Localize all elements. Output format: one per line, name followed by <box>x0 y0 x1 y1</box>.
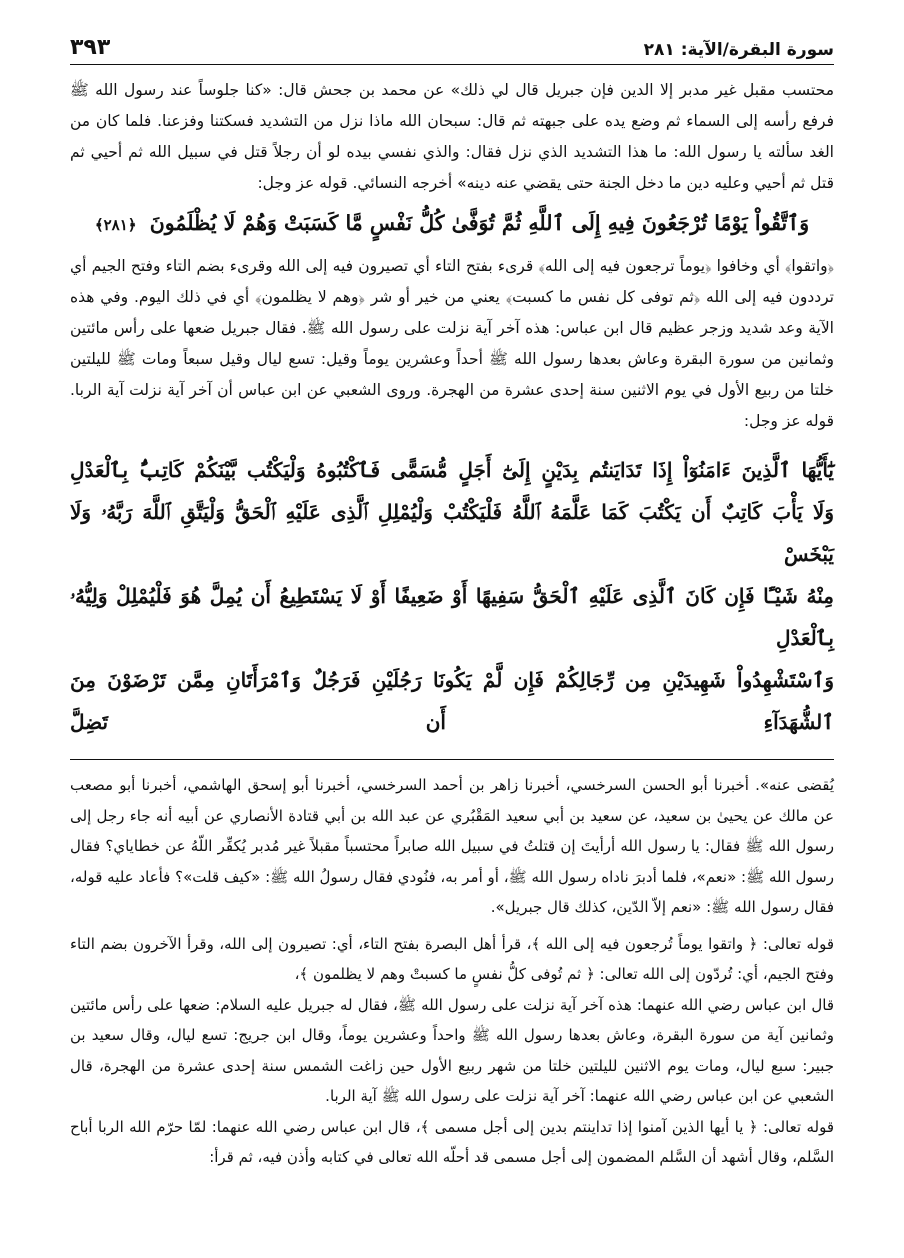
verse-281-text: وَٱتَّقُواْ يَوْمًا تُرْجَعُونَ فِيهِ إِلَى ٱللَّهِ ثُمَّ تُوَفَّىٰ كُلُّ نَفْسٍ مَّا كَسَبَتْ وَهُمْ لَا يُظْلَمُونَ <box>149 211 810 235</box>
verse-282-line-1: يَٰٓأَيُّهَا ٱلَّذِينَ ءَامَنُوٓاْ إِذَا تَدَايَنتُم بِدَيْنٍ إِلَىٰٓ أَجَلٍ مُّسَمًّى فَٱكْتُبُوهُ وَلْيَكْتُب بَّيْنَكُمْ كَاتِبٌۢ بِٱلْعَدْلِ <box>70 458 834 482</box>
footnote-paragraph-1: يُقضى عنه». أخبرنا أبو الحسن السرخسي، أخبرنا زاهر بن أحمد السرخسي، أخبرنا أبو إسحق الهاشمي، أخبرنا أبو مصعب عن مالك عن يحيىٰ بن سعيد، عن سعيد بن أبي سعيد المَقْبُري عن عبد الله بن أبي قتادة الأنصاري عن أبيه أنه جاء رجل إلى رسول الله ﷺ فقال: يا رسول الله أرأيتَ إن قتلتُ في سبيل الله صابراً محتسباً مقبلاً غير مُدبر يُكفِّر اللّهُ عن خطاياي؟ فقال رسول الله ﷺ: «نعم»، فلما أدبرَ ناداه رسول الله ﷺ، أو أمر به، فنُودي فقال رسولُ الله ﷺ: «كيف قلت»؟ فأعاد عليه قوله، فقال رسول الله ﷺ: «نعم إلاّ الدّين، كذلك قال جبريل». <box>70 776 834 916</box>
footnote-paragraph-3: قال ابن عباس رضي الله عنهما: هذه آخر آية نزلت على رسول الله ﷺ، فقال له جبريل عليه السلام: ضعها على رأس مائتين وثمانين آية من سورة البقرة، وعاش بعدها رسول الله ﷺ واحداً وعشرين يوماً، وقال ابن جريج: تسع ليال، وقال سعيد بن جبير: سبع ليال، ومات يوم الاثنين لليلتين خلتا من شهر ربيع الأول حين زاغت الشمس سنة إحدى عشرة من الهجرة، قال الشعبي عن ابن عباس رضي الله عنهما: آخر آية نزلت على رسول الله ﷺ آية الربا. <box>70 995 834 1105</box>
footnote-paragraph-2: قوله تعالى: ﴿ واتقوا يوماً تُرجعون فيه إلى الله ﴾، قرأ أهل البصرة بفتح التاء، أي: تصيرون إلى الله، وقرأ الآخرون بضم التاء وفتح الجيم، أي: تُردّون إلى الله تعالى: ﴿ ثم تُوفى كلُّ نفسٍ ما كسبتْ وهم لا يظلمون ﴾، <box>70 934 834 983</box>
footnotes <box>70 770 834 1173</box>
page-number: ٣٩٣ <box>70 35 111 60</box>
page-header <box>70 30 834 65</box>
running-head: سورة البقرة/الآية: ٢٨١ <box>643 40 834 60</box>
verse-281 <box>70 207 834 241</box>
verse-number-marker: ﴿٢٨١﴾ <box>94 216 137 234</box>
verse-282-line-3: مِنْهُ شَيْـًٔا فَإِن كَانَ ٱلَّذِى عَلَيْهِ ٱلْحَقُّ سَفِيهًا أَوْ ضَعِيفًا أَوْ لَا يَسْتَطِيعُ أَن يُمِلَّ هُوَ فَلْيُمْلِلْ وَلِيُّهُۥ بِٱلْعَدْلِ <box>70 584 834 650</box>
verse-282-line-4: وَٱسْتَشْهِدُواْ شَهِيدَيْنِ مِن رِّجَالِكُمْ فَإِن لَّمْ يَكُونَا رَجُلَيْنِ فَرَجُلٌ وَٱمْرَأَتَانِ مِمَّن تَرْضَوْنَ مِنَ ٱلشُّهَدَآءِ أَن تَضِلَّ <box>70 668 834 734</box>
main-paragraph-2: ﴿واتقوا﴾ أي وخافوا ﴿يوماً ترجعون فيه إلى الله﴾ قرىء بفتح التاء أي تصيرون فيه إلى الله وقرىء بضم التاء وفتح الجيم أي ترددون فيه إلى الله ﴿ثم توفى كل نفس ما كسبت﴾ يعني من خير أو شر ﴿وهم لا يظلمون﴾ أي في ذلك اليوم. وفي هذه الآية وعد شديد وزجر عظيم قال ابن عباس: هذه آخر آية نزلت على رسول الله ﷺ. فقال جبريل ضعها على رأس مائتين وثمانين من سورة البقرة وعاش بعدها رسول الله ﷺ أحداً وعشرين يوماً وقيل: تسع ليال وقيل سبعاً ومات ﷺ لليلتين خلتا من ربيع الأول في يوم الاثنين سنة إحدى عشرة من الهجرة. وروى الشعبي عن ابن عباس أن آخر آية نزلت آية الربا. قوله عز وجل: <box>70 257 834 430</box>
verse-282-line-2: وَلَا يَأْبَ كَاتِبٌ أَن يَكْتُبَ كَمَا عَلَّمَهُ ٱللَّهُ فَلْيَكْتُبْ وَلْيُمْلِلِ ٱلَّذِى عَلَيْهِ ٱلْحَقُّ وَلْيَتَّقِ ٱللَّهَ رَبَّهُۥ وَلَا يَبْخَسْ <box>70 500 834 566</box>
main-paragraph-1: محتسب مقبل غير مدبر إلا الدين فإن جبريل قال لي ذلك» عن محمد بن جحش قال: «كنا جلوساً عند رسول الله ﷺ فرفع رأسه إلى السماء ثم وضع يده على جبهته ثم قال: سبحان الله ماذا نزل من التشديد فسكتنا وفزعنا. فلما كان من الغد سألته يا رسول الله: ما هذا التشديد الذي نزل فقال: والذي نفسي بيده لو أن رجلاً قتل في سبيل الله ثم أحيي ثم قتل ثم أحيي وعليه دين ما دخل الجنة حتى يقضي عنه دينه» أخرجه النسائي. قوله عز وجل: <box>70 81 834 192</box>
main-text <box>70 75 834 743</box>
footnote-divider <box>70 759 834 760</box>
footnote-paragraph-4: قوله تعالى: ﴿ يا أيها الذين آمنوا إذا تداينتم بدين إلى أجل مسمى ﴾، قال ابن عباس رضي الله عنهما: لمّا حرّم الله الربا أباح السَّلم، وقال أشهد أن السَّلم المضمون إلى أجل مسمى قد أحلّه الله تعالى في كتابه وأذن فيه، ثم قرأ: <box>70 1117 834 1166</box>
verse-282 <box>70 449 834 743</box>
